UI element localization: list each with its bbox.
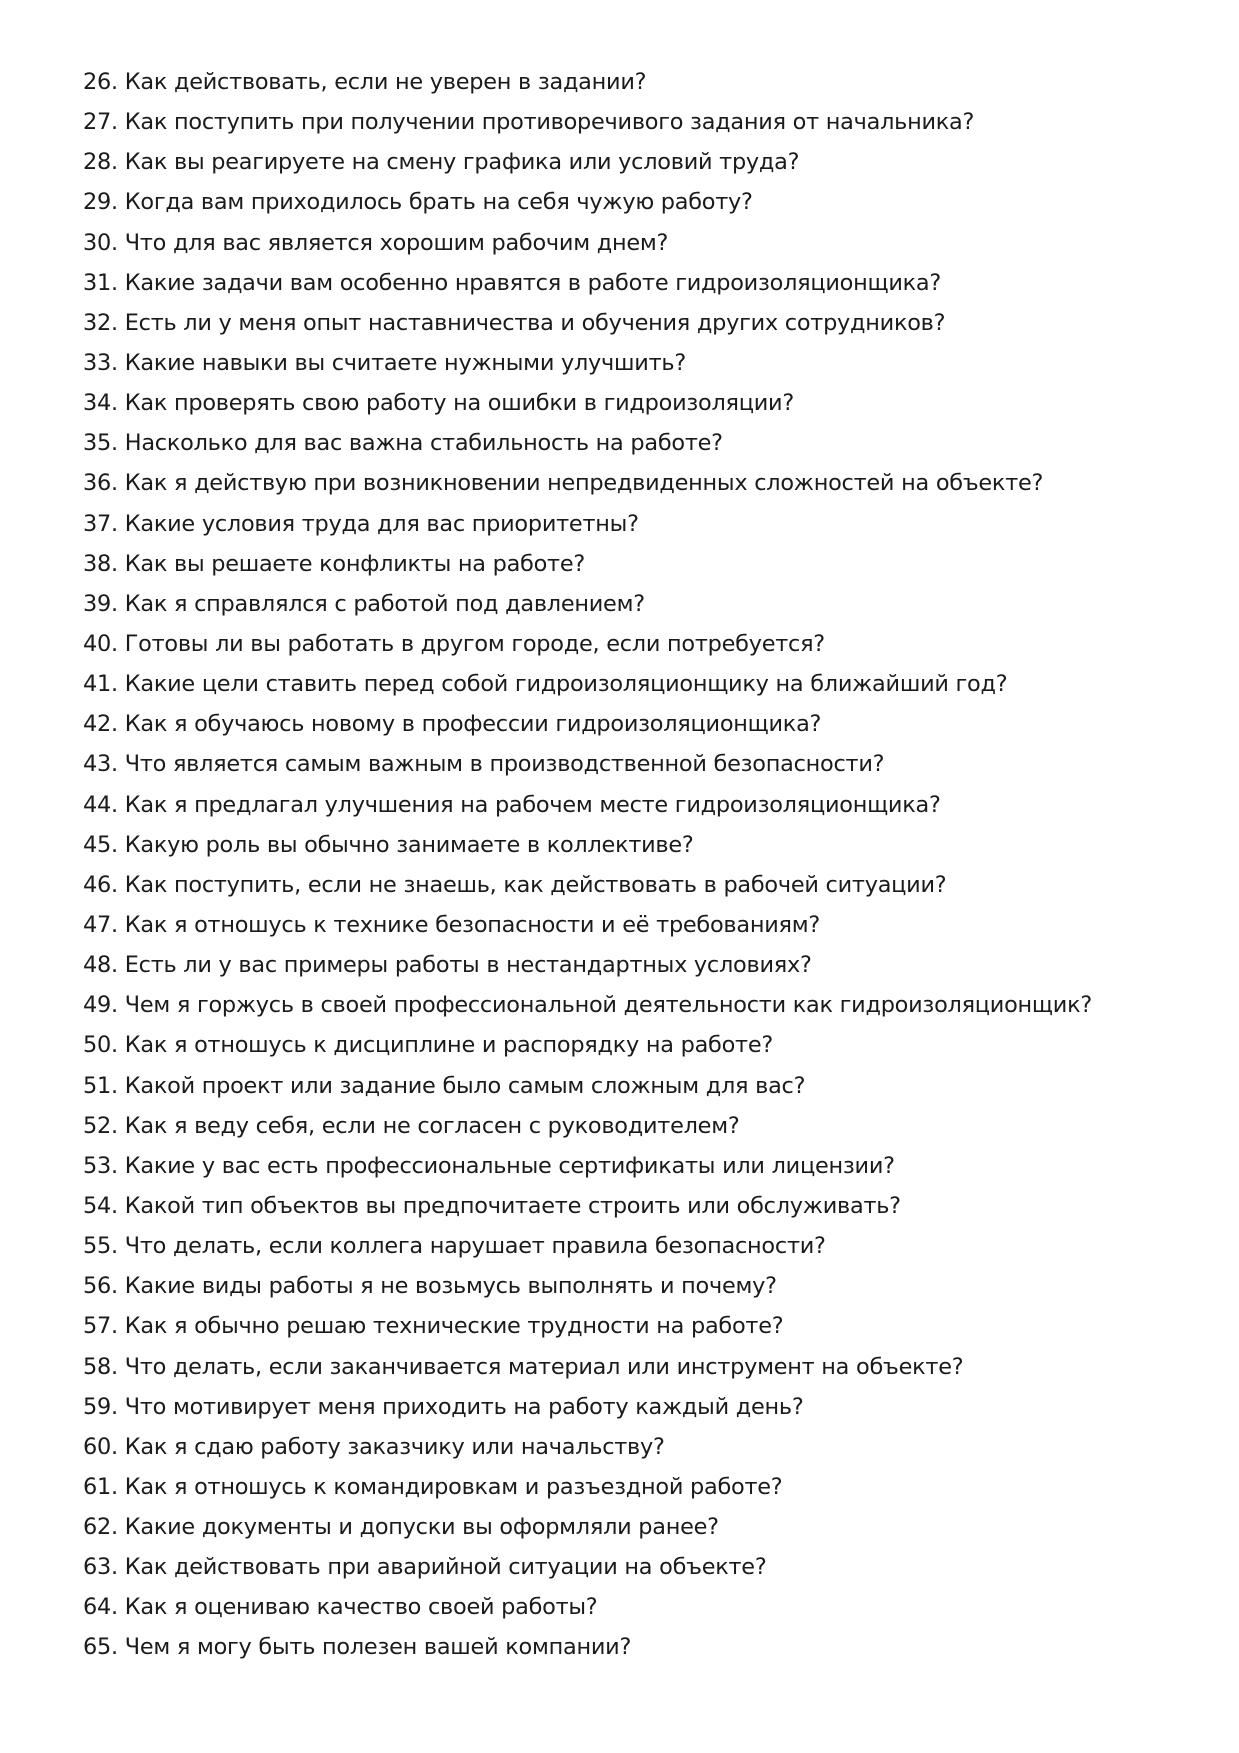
question-number: 43.: [83, 751, 118, 778]
question-item: [83, 664, 1203, 704]
question-item: [83, 102, 1203, 142]
question-text: Как я действую при возникновении непредвиденных сложностей на объекте?: [124, 470, 1044, 497]
question-text: Какие задачи вам особенно нравятся в работе гидроизоляционщика?: [124, 269, 942, 296]
question-item: [83, 624, 1203, 664]
question-item: [83, 1467, 1203, 1507]
question-item: [83, 303, 1203, 343]
question-text: Как я обучаюсь новому в профессии гидроизоляционщика?: [124, 711, 822, 738]
question-text: Какой тип объектов вы предпочитаете строить или обслуживать?: [124, 1192, 901, 1219]
question-text: Готовы ли вы работать в другом городе, если потребуется?: [124, 630, 825, 657]
question-number: 46.: [83, 871, 118, 898]
question-number: 54.: [83, 1192, 118, 1219]
question-number: 55.: [83, 1233, 118, 1260]
question-number: 53.: [83, 1152, 118, 1179]
question-item: [83, 142, 1203, 182]
question-item: [83, 423, 1203, 463]
question-number: 42.: [83, 711, 118, 738]
question-text: Какие цели ставить перед собой гидроизоляционщику на ближайший год?: [124, 671, 1008, 698]
question-item: [83, 865, 1203, 905]
question-number: 33.: [83, 349, 118, 376]
question-text: Как я отношусь к командировкам и разъездной работе?: [124, 1473, 783, 1500]
question-number: 51.: [83, 1072, 118, 1099]
question-text: Какие у вас есть профессиональные сертификаты или лицензии?: [124, 1152, 895, 1179]
question-item: [83, 785, 1203, 825]
question-text: Как я сдаю работу заказчику или начальству?: [124, 1433, 665, 1460]
question-list: [83, 62, 1203, 1668]
question-number: 39.: [83, 590, 118, 617]
question-item: [83, 1106, 1203, 1146]
question-text: Есть ли у меня опыт наставничества и обучения других сотрудников?: [124, 309, 946, 336]
question-item: [83, 1387, 1203, 1427]
question-number: 27.: [83, 109, 118, 136]
question-text: Что является самым важным в производственной безопасности?: [124, 751, 885, 778]
question-number: 31.: [83, 269, 118, 296]
question-number: 44.: [83, 791, 118, 818]
question-text: Какие навыки вы считаете нужными улучшить?: [124, 349, 686, 376]
question-item: [83, 463, 1203, 503]
question-item: [83, 223, 1203, 263]
question-text: Как я предлагал улучшения на рабочем месте гидроизоляционщика?: [124, 791, 941, 818]
question-number: 38.: [83, 550, 118, 577]
question-text: Что делать, если заканчивается материал или инструмент на объекте?: [124, 1353, 964, 1380]
question-number: 35.: [83, 430, 118, 457]
question-number: 48.: [83, 952, 118, 979]
question-item: [83, 1066, 1203, 1106]
question-text: Как поступить при получении противоречивого задания от начальника?: [124, 109, 975, 136]
question-item: [83, 1627, 1203, 1667]
question-number: 49.: [83, 992, 118, 1019]
question-item: [83, 584, 1203, 624]
question-number: 26.: [83, 69, 118, 95]
question-text: Какую роль вы обычно занимаете в коллективе?: [124, 831, 694, 858]
question-number: 62.: [83, 1514, 118, 1541]
question-number: 30.: [83, 229, 118, 256]
question-text: Когда вам приходилось брать на себя чужую работу?: [124, 189, 753, 216]
question-text: Какие документы и допуски вы оформляли ранее?: [124, 1514, 719, 1541]
question-number: 40.: [83, 630, 118, 657]
question-number: 60.: [83, 1433, 118, 1460]
question-number: 52.: [83, 1112, 118, 1139]
question-item: [83, 1587, 1203, 1627]
question-text: Какие виды работы я не возьмусь выполнять и почему?: [124, 1273, 777, 1300]
question-text: Чем я могу быть полезен вашей компании?: [124, 1634, 632, 1661]
question-text: Как действовать при аварийной ситуации на объекте?: [124, 1554, 767, 1581]
question-item: [83, 1146, 1203, 1186]
question-item: [83, 825, 1203, 865]
question-item: [83, 383, 1203, 423]
question-item: [83, 1266, 1203, 1306]
question-item: [83, 1025, 1203, 1065]
question-item: [83, 1547, 1203, 1587]
question-item: [83, 945, 1203, 985]
question-item: [83, 1226, 1203, 1266]
question-text: Как я отношусь к дисциплине и распорядку на работе?: [124, 1032, 774, 1059]
question-text: Какой проект или задание было самым сложным для вас?: [124, 1072, 806, 1099]
question-item: [83, 544, 1203, 584]
question-item: [83, 905, 1203, 945]
question-number: 29.: [83, 189, 118, 216]
question-number: 28.: [83, 149, 118, 176]
question-number: 36.: [83, 470, 118, 497]
question-item: [83, 182, 1203, 222]
question-text: Как поступить, если не знаешь, как действовать в рабочей ситуации?: [124, 871, 947, 898]
question-item: [83, 1186, 1203, 1226]
question-number: 58.: [83, 1353, 118, 1380]
question-number: 37.: [83, 510, 118, 537]
question-text: Как я отношусь к технике безопасности и её требованиям?: [124, 911, 821, 938]
question-item: [83, 1427, 1203, 1467]
question-text: Что для вас является хорошим рабочим днем?: [124, 229, 669, 256]
question-number: 34.: [83, 390, 118, 417]
question-item: [83, 504, 1203, 544]
question-item: [83, 744, 1203, 784]
question-number: 61.: [83, 1473, 118, 1500]
question-number: 65.: [83, 1634, 118, 1661]
question-text: Как я оцениваю качество своей работы?: [124, 1594, 598, 1621]
question-number: 32.: [83, 309, 118, 336]
question-number: 56.: [83, 1273, 118, 1300]
question-number: 64.: [83, 1594, 118, 1621]
question-text: Насколько для вас важна стабильность на работе?: [124, 430, 723, 457]
question-item: [83, 1347, 1203, 1387]
question-item: [83, 704, 1203, 744]
question-item: [83, 343, 1203, 383]
question-text: Как действовать, если не уверен в задании?: [124, 69, 647, 95]
question-text: Есть ли у вас примеры работы в нестандартных условиях?: [124, 952, 812, 979]
question-number: 47.: [83, 911, 118, 938]
question-item: [83, 1306, 1203, 1346]
question-text: Что мотивирует меня приходить на работу каждый день?: [124, 1393, 804, 1420]
question-text: Какие условия труда для вас приоритетны?: [124, 510, 639, 537]
question-text: Что делать, если коллега нарушает правила безопасности?: [124, 1233, 826, 1260]
question-text: Как я обычно решаю технические трудности на работе?: [124, 1313, 784, 1340]
question-text: Как вы реагируете на смену графика или условий труда?: [124, 149, 800, 176]
question-text: Как проверять свою работу на ошибки в гидроизоляции?: [124, 390, 794, 417]
question-item: [83, 1507, 1203, 1547]
question-number: 63.: [83, 1554, 118, 1581]
question-text: Чем я горжусь в своей профессиональной деятельности как гидроизоляционщик?: [124, 992, 1092, 1019]
question-text: Как вы решаете конфликты на работе?: [124, 550, 585, 577]
question-number: 59.: [83, 1393, 118, 1420]
question-text: Как я справлялся с работой под давлением?: [124, 590, 645, 617]
question-number: 50.: [83, 1032, 118, 1059]
question-number: 45.: [83, 831, 118, 858]
question-number: 57.: [83, 1313, 118, 1340]
question-text: Как я веду себя, если не согласен с руководителем?: [124, 1112, 740, 1139]
question-item: [83, 985, 1203, 1025]
question-number: 41.: [83, 671, 118, 698]
question-item: [83, 263, 1203, 303]
question-item: [83, 62, 1203, 102]
